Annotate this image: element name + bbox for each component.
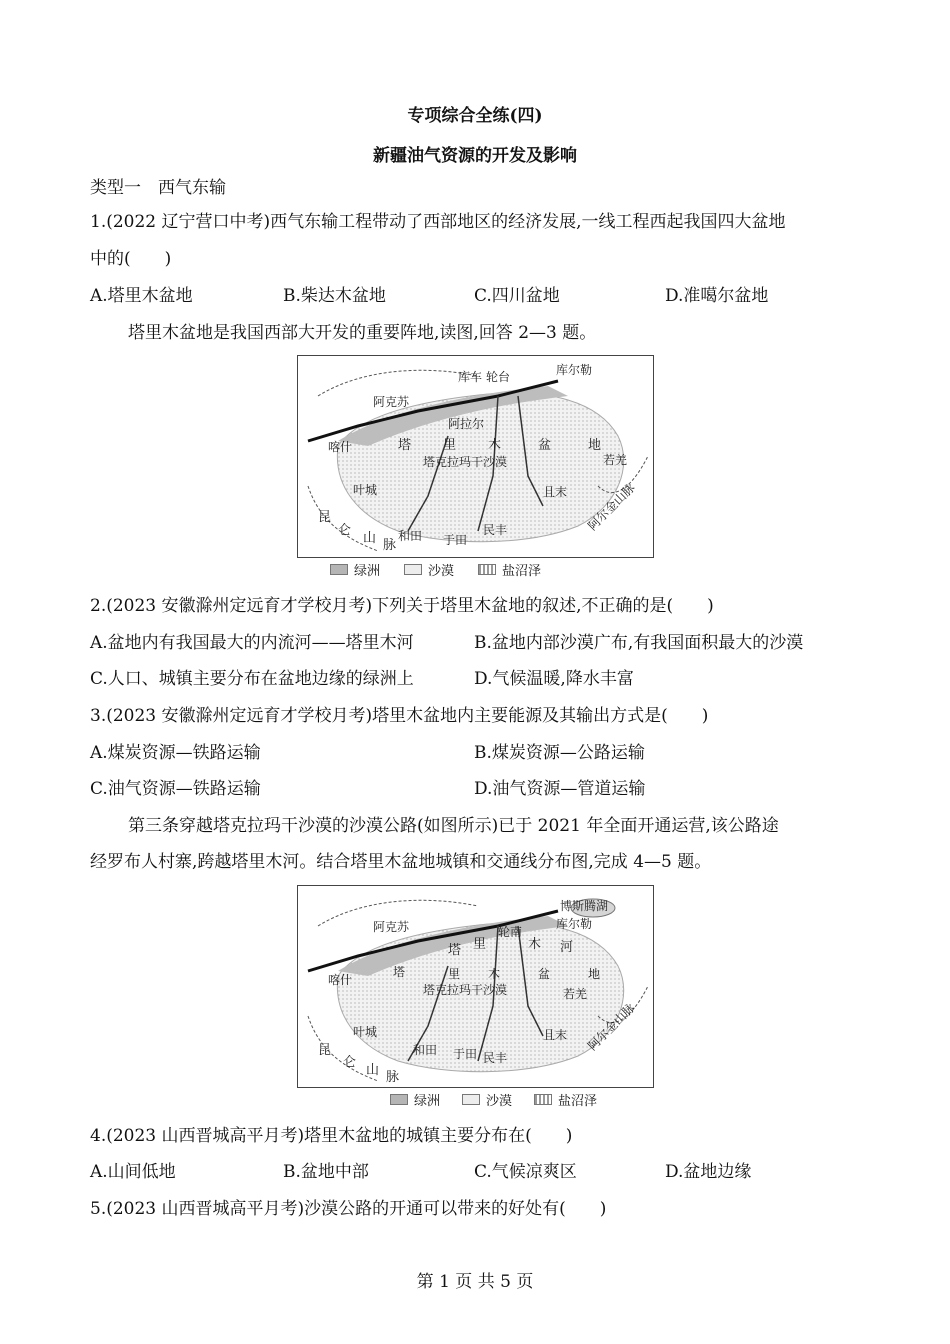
q1-option-d: D.准噶尔盆地 <box>665 286 769 306</box>
q3-stem: 3.(2023 安徽滁州定远育才学校月考)塔里木盆地内主要能源及其输出方式是( ) <box>90 706 709 726</box>
map1-label-kun: 昆 <box>318 510 332 525</box>
q4-option-a: A.山间低地 <box>90 1162 176 1182</box>
map2-label-lun: 仑 <box>343 1055 357 1070</box>
q3-option-c: C.油气资源—铁路运输 <box>90 779 261 799</box>
map2-legend-salt: 盐沼泽 <box>558 1094 598 1109</box>
map2-label-lunnan: 轮南 <box>498 925 523 939</box>
q1-stem-line2: 中的( ) <box>90 249 172 269</box>
q2-option-a: A.盆地内有我国最大的内流河——塔里木河 <box>90 633 414 653</box>
q1-stem-line1: 1.(2022 辽宁营口中考)西气东输工程带动了西部地区的经济发展,一线工程西起我国四大盆地 <box>90 212 786 232</box>
map1-label-mai: 脉 <box>383 538 397 553</box>
legend2-oasis-swatch <box>390 1094 408 1105</box>
q4-option-b: B.盆地中部 <box>283 1162 369 1182</box>
map1-label-luntai: 轮台 <box>486 370 511 384</box>
q4-option-c: C.气候凉爽区 <box>474 1162 577 1182</box>
map1-label-altun: 阿尔金山脉 <box>585 480 638 534</box>
map-tarim-basin-1 <box>297 355 654 558</box>
map2-label-yecheng: 叶城 <box>353 1025 378 1039</box>
map1-label-hetian: 和田 <box>398 529 423 543</box>
map2-label-di: 地 <box>588 967 601 981</box>
map1-label-shan: 山 <box>363 531 377 546</box>
map2-label-altun: 阿尔金山脉 <box>585 1000 638 1054</box>
q3-option-d: D.油气资源—管道运输 <box>474 779 646 799</box>
q2-option-c: C.人口、城镇主要分布在盆地边缘的绿洲上 <box>90 669 414 689</box>
map1-label-minfeng: 民丰 <box>483 523 508 537</box>
q2-stem: 2.(2023 安徽滁州定远育才学校月考)下列关于塔里木盆地的叙述,不正确的是( ) <box>90 596 714 616</box>
legend2-desert-swatch <box>462 1094 480 1105</box>
legend2-salt-marsh-swatch <box>534 1094 552 1105</box>
map-1-drawing <box>298 356 653 557</box>
map2-label-korla: 库尔勒 <box>556 917 593 931</box>
page-subtitle: 新疆油气资源的开发及影响 <box>373 146 577 166</box>
map2-label-mai: 脉 <box>386 1070 400 1085</box>
map1-legend-desert: 沙漠 <box>428 564 455 579</box>
section-heading: 类型一 西气东输 <box>90 178 226 198</box>
map-tarim-basin-2 <box>297 885 654 1088</box>
map1-label-alaer: 阿拉尔 <box>448 417 485 431</box>
map1-label-kashgar: 喀什 <box>328 440 353 454</box>
map2-label-yutian: 于田 <box>453 1047 478 1061</box>
map1-label-taklamakan: 塔克拉玛干沙漠 <box>423 455 508 469</box>
map1-label-ruoqiang: 若羌 <box>603 453 628 467</box>
map1-label-korla: 库尔勒 <box>556 363 593 377</box>
legend-oasis-swatch <box>330 564 348 575</box>
q1-option-c: C.四川盆地 <box>474 286 560 306</box>
q1-option-b: B.柴达木盆地 <box>283 286 386 306</box>
intro-paragraph-1: 塔里木盆地是我国西部大开发的重要阵地,读图,回答 2—3 题。 <box>128 323 597 343</box>
map2-label-mu: 木 <box>488 967 501 981</box>
map2-label-kun: 昆 <box>318 1043 332 1058</box>
map1-label-lun: 仑 <box>338 523 352 538</box>
map2-label-qiemo: 且末 <box>543 1028 568 1042</box>
map2-label-river-he: 河 <box>560 940 574 955</box>
intro-paragraph-2-line2: 经罗布人村寨,跨越塔里木河。结合塔里木盆地城镇和交通线分布图,完成 4—5 题。 <box>90 852 712 872</box>
q1-option-a: A.塔里木盆地 <box>90 286 193 306</box>
map2-label-aksu: 阿克苏 <box>373 920 410 934</box>
page-title: 专项综合全练(四) <box>407 106 543 126</box>
q3-option-a: A.煤炭资源—铁路运输 <box>90 743 261 763</box>
map1-label-li: 里 <box>443 438 457 453</box>
map2-label-bosten: 博斯腾湖 <box>560 899 609 913</box>
legend-salt-marsh-swatch <box>478 564 496 575</box>
page-footer: 第 1 页 共 5 页 <box>416 1272 534 1292</box>
map2-legend-desert: 沙漠 <box>486 1094 513 1109</box>
map1-label-aksu: 阿克苏 <box>373 395 410 409</box>
q5-stem: 5.(2023 山西晋城高平月考)沙漠公路的开通可以带来的好处有( ) <box>90 1199 607 1219</box>
map2-label-hetian: 和田 <box>413 1043 438 1057</box>
intro-paragraph-2-line1: 第三条穿越塔克拉玛干沙漠的沙漠公路(如图所示)已于 2021 年全面开通运营,该公路途 <box>128 816 779 836</box>
map1-label-mu: 木 <box>488 438 502 453</box>
map1-label-qiemo: 且末 <box>543 485 568 499</box>
map1-label-di: 地 <box>588 438 602 453</box>
map2-label-river-mu: 木 <box>528 937 542 952</box>
map1-legend-oasis: 绿洲 <box>354 564 381 579</box>
map1-label-yecheng: 叶城 <box>353 483 378 497</box>
map2-label-ruoqiang: 若羌 <box>563 987 588 1001</box>
map2-label-minfeng: 民丰 <box>483 1051 508 1065</box>
map1-legend-salt: 盐沼泽 <box>502 564 542 579</box>
q4-option-d: D.盆地边缘 <box>665 1162 752 1182</box>
legend-desert-swatch <box>404 564 422 575</box>
q2-option-b: B.盆地内部沙漠广布,有我国面积最大的沙漠 <box>474 633 804 653</box>
map2-label-kashgar: 喀什 <box>328 973 353 987</box>
map1-label-pen: 盆 <box>538 438 552 453</box>
q2-option-d: D.气候温暖,降水丰富 <box>474 669 634 689</box>
map2-label-river-li: 里 <box>473 937 487 952</box>
map2-legend-oasis: 绿洲 <box>414 1094 441 1109</box>
map2-legend <box>390 1090 597 1109</box>
map1-legend <box>330 560 541 579</box>
map1-label-ta: 塔 <box>398 438 412 453</box>
map1-label-yutian: 于田 <box>443 533 468 547</box>
map2-label-shan: 山 <box>366 1063 380 1078</box>
map1-label-kuche: 库车 <box>458 370 483 384</box>
map2-label-ta: 塔 <box>393 965 406 979</box>
q3-option-b: B.煤炭资源—公路运输 <box>474 743 645 763</box>
map-2-drawing <box>298 886 653 1087</box>
q4-stem: 4.(2023 山西晋城高平月考)塔里木盆地的城镇主要分布在( ) <box>90 1126 573 1146</box>
map2-label-li: 里 <box>448 967 461 981</box>
map2-label-pen: 盆 <box>538 967 551 981</box>
map2-label-taklamakan: 塔克拉玛干沙漠 <box>423 983 508 997</box>
map2-label-river-ta: 塔 <box>448 943 462 958</box>
